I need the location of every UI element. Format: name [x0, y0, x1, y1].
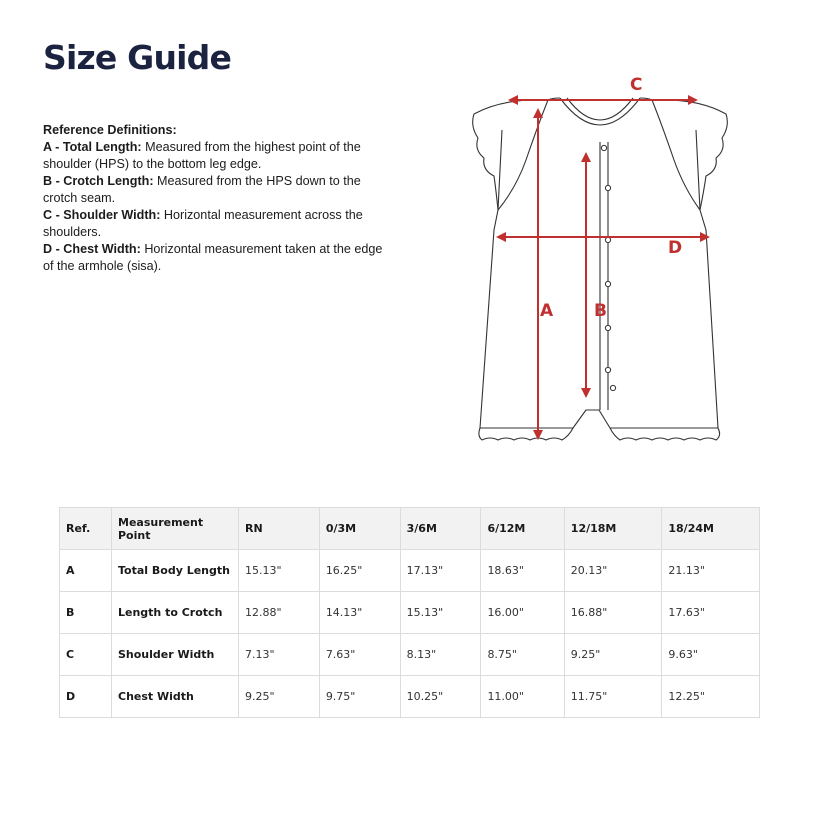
cell-value: 18.63" — [481, 550, 564, 592]
cell-value: 21.13" — [662, 550, 760, 592]
cell-ref: D — [60, 676, 112, 718]
cell-value: 15.13" — [400, 592, 481, 634]
definition-text: Horizontal measurement taken at the edge of the armhole (sisa). — [43, 242, 383, 273]
cell-value: 20.13" — [564, 550, 662, 592]
cell-value: 12.88" — [239, 592, 320, 634]
header-size-3-6m: 3/6M — [400, 508, 481, 550]
definition-d — [43, 241, 383, 275]
header-ref: Ref. — [60, 508, 112, 550]
cell-value: 8.13" — [400, 634, 481, 676]
cell-value: 16.00" — [481, 592, 564, 634]
header-measurement-point: Measurement Point — [112, 508, 239, 550]
cell-value: 9.63" — [662, 634, 760, 676]
cell-ref: C — [60, 634, 112, 676]
label-a: A — [540, 301, 554, 321]
table-row — [60, 676, 760, 718]
definition-c — [43, 207, 383, 241]
cell-value: 16.88" — [564, 592, 662, 634]
romper-illustration — [468, 70, 748, 460]
definition-label: D - Chest Width: — [43, 242, 141, 256]
header-size-6-12m: 6/12M — [481, 508, 564, 550]
cell-value: 11.75" — [564, 676, 662, 718]
reference-definitions — [43, 122, 383, 275]
cell-measurement-point: Shoulder Width — [112, 634, 239, 676]
cell-value: 11.00" — [481, 676, 564, 718]
definition-label: C - Shoulder Width: — [43, 208, 161, 222]
definition-text: Measured from the HPS down to the crotch seam. — [43, 174, 361, 205]
cell-value: 10.25" — [400, 676, 481, 718]
header-size-0-3m: 0/3M — [319, 508, 400, 550]
garment-outline — [473, 98, 728, 440]
cell-value: 17.63" — [662, 592, 760, 634]
header-size-18-24m: 18/24M — [662, 508, 760, 550]
definition-text: Horizontal measurement across the shoulders. — [43, 208, 363, 239]
page-title: Size Guide — [43, 38, 232, 77]
cell-measurement-point: Length to Crotch — [112, 592, 239, 634]
cell-ref: B — [60, 592, 112, 634]
cell-value: 8.75" — [481, 634, 564, 676]
cell-value: 15.13" — [239, 550, 320, 592]
table-row — [60, 550, 760, 592]
cell-measurement-point: Total Body Length — [112, 550, 239, 592]
table-row — [60, 634, 760, 676]
cell-value: 14.13" — [319, 592, 400, 634]
definitions-heading: Reference Definitions: — [43, 123, 177, 137]
cell-value: 12.25" — [662, 676, 760, 718]
cell-ref: A — [60, 550, 112, 592]
label-b: B — [594, 301, 607, 321]
definition-a — [43, 139, 383, 173]
size-chart-table — [59, 507, 760, 718]
label-c: C — [630, 75, 643, 95]
cell-value: 9.25" — [564, 634, 662, 676]
table-row — [60, 592, 760, 634]
definition-label: B - Crotch Length: — [43, 174, 154, 188]
header-size-rn: RN — [239, 508, 320, 550]
cell-value: 16.25" — [319, 550, 400, 592]
header-size-12-18m: 12/18M — [564, 508, 662, 550]
cell-value: 17.13" — [400, 550, 481, 592]
label-d: D — [668, 238, 683, 258]
definition-b — [43, 173, 383, 207]
table-header-row — [60, 508, 760, 550]
definition-label: A - Total Length: — [43, 140, 142, 154]
cell-measurement-point: Chest Width — [112, 676, 239, 718]
cell-value: 7.63" — [319, 634, 400, 676]
cell-value: 7.13" — [239, 634, 320, 676]
romper-measurement-diagram — [468, 70, 748, 460]
definition-text: Measured from the highest point of the shoulder (HPS) to the bottom leg edge. — [43, 140, 361, 171]
cell-value: 9.25" — [239, 676, 320, 718]
cell-value: 9.75" — [319, 676, 400, 718]
